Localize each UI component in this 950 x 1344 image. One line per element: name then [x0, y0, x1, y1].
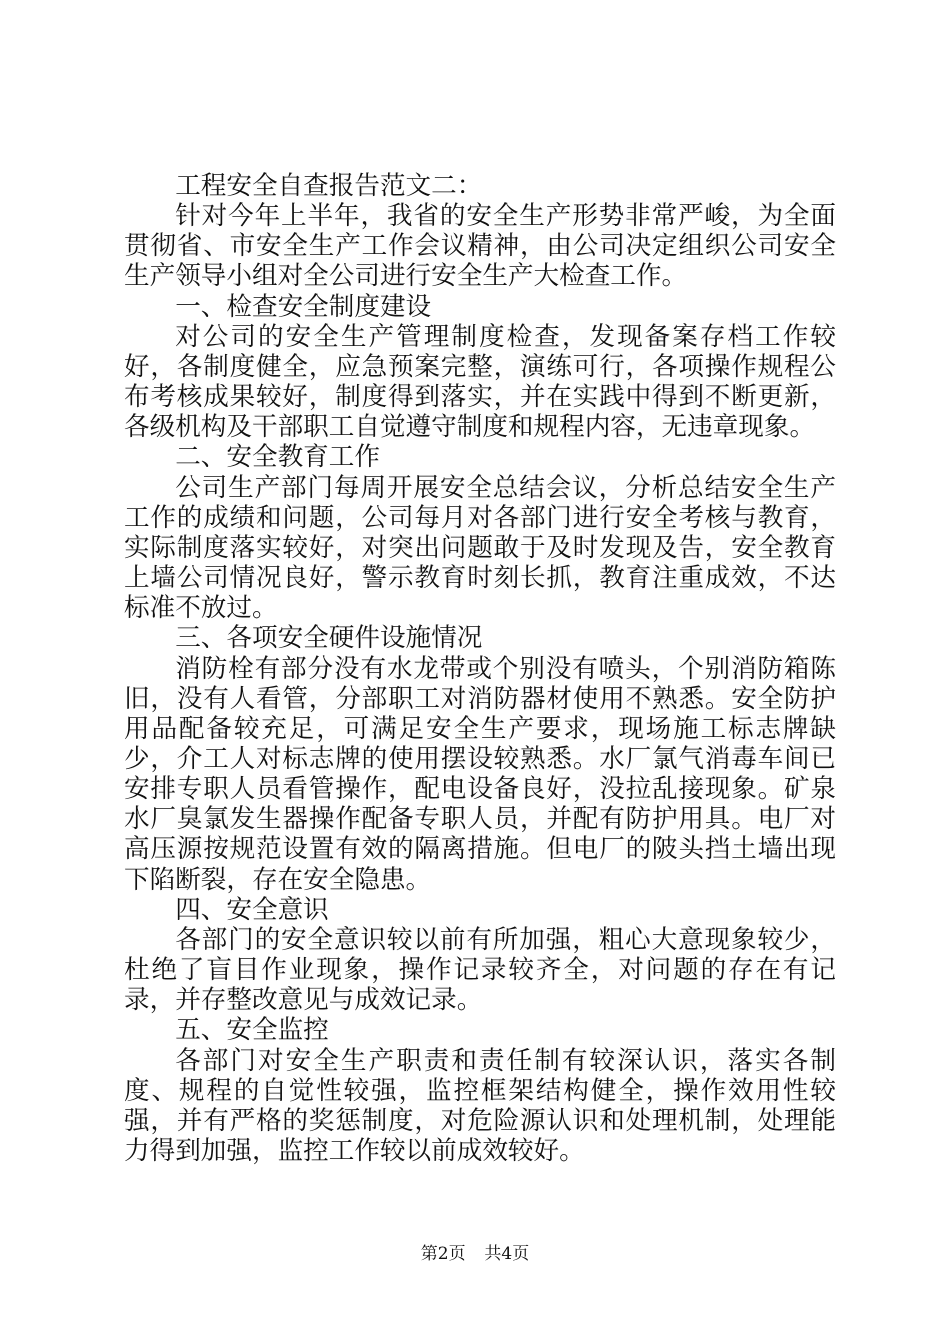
- section-heading-3: 三、各项安全硬件设施情况: [175, 623, 483, 654]
- section-heading-2: 二、安全教育工作: [175, 442, 380, 473]
- page-number: 第2页: [420, 1244, 466, 1264]
- document-title: 工程安全自查报告范文二：: [175, 171, 483, 201]
- section-heading-5: 五、安全监控: [175, 1015, 329, 1046]
- paragraph-intro: 针对今年上半年，我省的安全生产形势非常严峻，为全面贯彻省、市安全生产工作会议精神，由公司决定组织公司安全生产领导小组对全公司进行安全生产大检查工作。: [124, 201, 836, 292]
- page-total: 共4页: [484, 1244, 530, 1264]
- section-heading-4: 四、安全意识: [175, 894, 329, 925]
- paragraph-section-5: 各部门对安全生产职责和责任制有较深认识，落实各制度、规程的自觉性较强，监控框架结构健全，操作效用性较强，并有严格的奖惩制度，对危险源认识和处理机制，处理能力得到加强，监控工作较以前成效较好。: [124, 1045, 836, 1166]
- page-footer: [0, 1243, 950, 1265]
- document-body: [124, 171, 836, 1166]
- paragraph-section-3: 消防栓有部分没有水龙带或个别没有喷头，个别消防箱陈旧，没有人看管，分部职工对消防器材使用不熟悉。安全防护用品配备较充足，可满足安全生产要求，现场施工标志牌缺少，介工人对标志牌的使用摆设较熟悉。水厂氯气消毒车间已安排专职人员看管操作，配电设备良好，没拉乱接现象。矿泉水厂臭氯发生器操作配备专职人员，并配有防护用具。电厂对高压源按规范设置有效的隔离措施。但电厂的陂头挡土墙出现下陷断裂，存在安全隐患。: [124, 653, 836, 895]
- paragraph-section-1: 对公司的安全生产管理制度检查，发现备案存档工作较好，各制度健全，应急预案完整，演练可行，各项操作规程公布考核成果较好，制度得到落实，并在实践中得到不断更新，各级机构及干部职工自觉遵守制度和规程内容，无违章现象。: [124, 321, 836, 443]
- paragraph-section-2: 公司生产部门每周开展安全总结会议，分析总结安全生产工作的成绩和问题，公司每月对各部门进行安全考核与教育，实际制度落实较好，对突出问题敢于及时发现及告，安全教育上墙公司情况良好，警示教育时刻长抓，教育注重成效，不达标准不放过。: [124, 472, 836, 624]
- section-heading-1: 一、检查安全制度建设: [175, 291, 432, 322]
- paragraph-section-4: 各部门的安全意识较以前有所加强，粗心大意现象较少，杜绝了盲目作业现象，操作记录较齐全，对问题的存在有记录，并存整改意见与成效记录。: [124, 924, 836, 1016]
